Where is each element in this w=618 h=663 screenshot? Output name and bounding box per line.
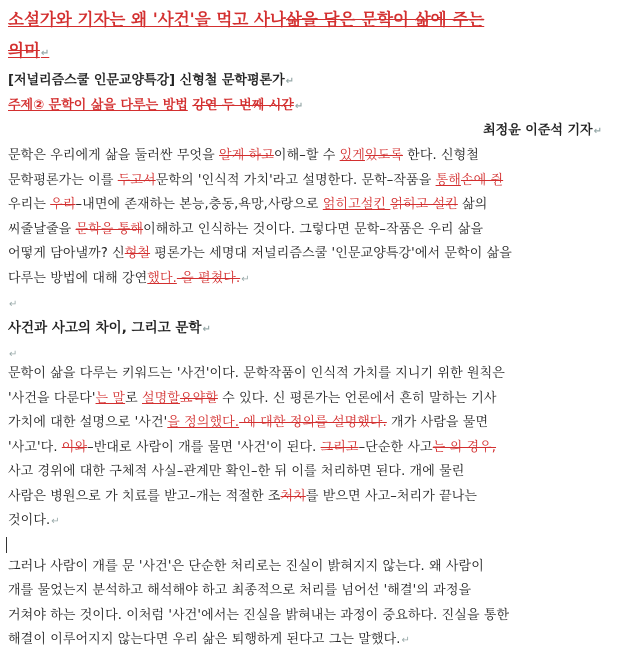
paragraph-1: 문학은 우리에게 삶을 둘러싼 무엇을 알게 하고이해–할 수 있게있도록 한다. 신형철 문학평론가는 이를 두고서문학의 '인식적 가치'라고 설명한다. 문학–작품을 통해손에 쥔 우리는 우리–내면에 존재하는 본능,충동,욕망,사랑으로 얽히고설킨 얽히고 설킨 삶의 씨줄날줄을 문학을 통해이해하고 인식하는 것이다. 그렇다면 문학–작품은 우리 삶을 어떻게 담아낼까? 신형철 평론가는 세명대 저널리즘스쿨 '인문교양특강'에서 문학이 삶을 다루는 방법에 대해 강연했다. 을 펼쳤다.↵ (8, 148, 512, 286)
byline: 최정윤 이준석 기자↵ (483, 123, 602, 138)
title-part-struck: 삶을 담은 문학이 삶에 주는 (285, 10, 485, 29)
section-heading: 사건과 사고의 차이, 그리고 문학↵ (8, 320, 211, 336)
document-page[interactable]: 소설가와 기자는 왜 '사건'을 먹고 사나삶을 담은 문학이 삶에 주는 의미↵ [저널리즘스쿨 인문교양특강] 신형철 문학평론가↵ 주제② 문학이 삶을 다루는 방법 강연 두 번째 시간↵ 최정윤 이준석 기자↵ 문학은 우리에게 삶을 둘러싼 무엇을 알게 하고이해–할 수 있게있도록 한다. 신형철 문학평론가는 이를 두고서문학의 '인식적 가치'라고 설명한다. 문학–작품을 통해손에 쥔 우리는 우리–내면에 존재하는 본능,충동,욕망,사랑으로 얽히고설킨 얽히고 설킨 삶의 씨줄날줄을 문학을 통해이해하고 인식하는 것이다. 그렇다면 문학–작품은 우리 삶을 어떻게 담아낼까? 신형철 평론가는 세명대 저널리즘스쿨 '인문교양특강'에서 문학이 삶을 다루는 방법에 대해 강연했다. 을 펼쳤다.↵ ↵ 사건과 사고의 차이, 그리고 문학↵ ↵ 문학이 삶을 다루는 키워드는 '사건'이다. 문학작품이 인식적 가치를 지니기 위한 원칙은 '사건을 다룬다'는 말로 설명할요약할 수 있다. 신 평론가는 언론에서 흔히 말하는 기사 가치에 대한 설명으로 '사건'을 정의했다. 에 대한 정의를 설명했다. 개가 사람을 물면 '사고'다. 이와–반대로 사람이 개를 물면 '사건'이 된다. 그리고–단순한 사고는 의 경우, 사고 경위에 대한 구체적 사실–관계만 확인–한 뒤 이를 처리하면 된다. 개에 물린 사람은 병원으로 가 치료를 받고–개는 적절한 조처치를 받으면 사고–처리가 끝나는 것이다.↵ 그러나 사람이 개를 문 '사건'은 단순한 처리로는 진실이 밝혀지지 않는다. 왜 사람이 개를 물었는지 분석하고 해석해야 하고 최종적으로 처리를 넘어선 '해결'의 과정을 거쳐야 하는 것이다. 이처럼 '사건'에서는 진실을 밝혀내는 과정이 중요하다. 진실을 통한 해결이 이루어지지 않는다면 우리 삶은 퇴행하게 된다고 그는 말했다.↵ (0, 0, 618, 663)
title-line2: 의미 (8, 41, 40, 60)
topic-text: 주제② 문학이 삶을 다루는 방법 (8, 98, 188, 113)
article-title (8, 4, 608, 69)
paragraph-3: 그러나 사람이 개를 문 '사건'은 단순한 처리로는 진실이 밝혀지지 않는다. 왜 사람이 개를 물었는지 분석하고 해석해야 하고 최종적으로 처리를 넘어선 '해결'의 과정을 거쳐야 하는 것이다. 이처럼 '사건'에서는 진실을 밝혀내는 과정이 중요하다. 진실을 통한 해결이 이루어지지 않는다면 우리 삶은 퇴행하게 된다고 그는 말했다.↵ (8, 558, 510, 647)
paragraph-mark: ↵ (40, 48, 50, 59)
topic-line: 주제② 문학이 삶을 다루는 방법 강연 두 번째 시간↵ (8, 98, 304, 113)
text-cursor (6, 537, 7, 553)
topic-struck: 강연 두 번째 시간 (192, 98, 294, 113)
title-part-kept: 소설가와 기자는 왜 '사건'을 먹고 사나 (8, 10, 286, 29)
paragraph-2: 문학이 삶을 다루는 키워드는 '사건'이다. 문학작품이 인식적 가치를 지니기 위한 원칙은 '사건을 다룬다'는 말로 설명할요약할 수 있다. 신 평론가는 언론에서 흔히 말하는 기사 가치에 대한 설명으로 '사건'을 정의했다. 에 대한 정의를 설명했다. 개가 사람을 물면 '사고'다. 이와–반대로 사람이 개를 물면 '사건'이 된다. 그리고–단순한 사고는 의 경우, 사고 경위에 대한 구체적 사실–관계만 확인–한 뒤 이를 처리하면 된다. 개에 물린 사람은 병원으로 가 치료를 받고–개는 적절한 조처치를 받으면 사고–처리가 끝나는 것이다.↵ (8, 366, 505, 528)
series-label: [저널리즘스쿨 인문교양특강] 신형철 문학평론가↵ (8, 73, 295, 88)
